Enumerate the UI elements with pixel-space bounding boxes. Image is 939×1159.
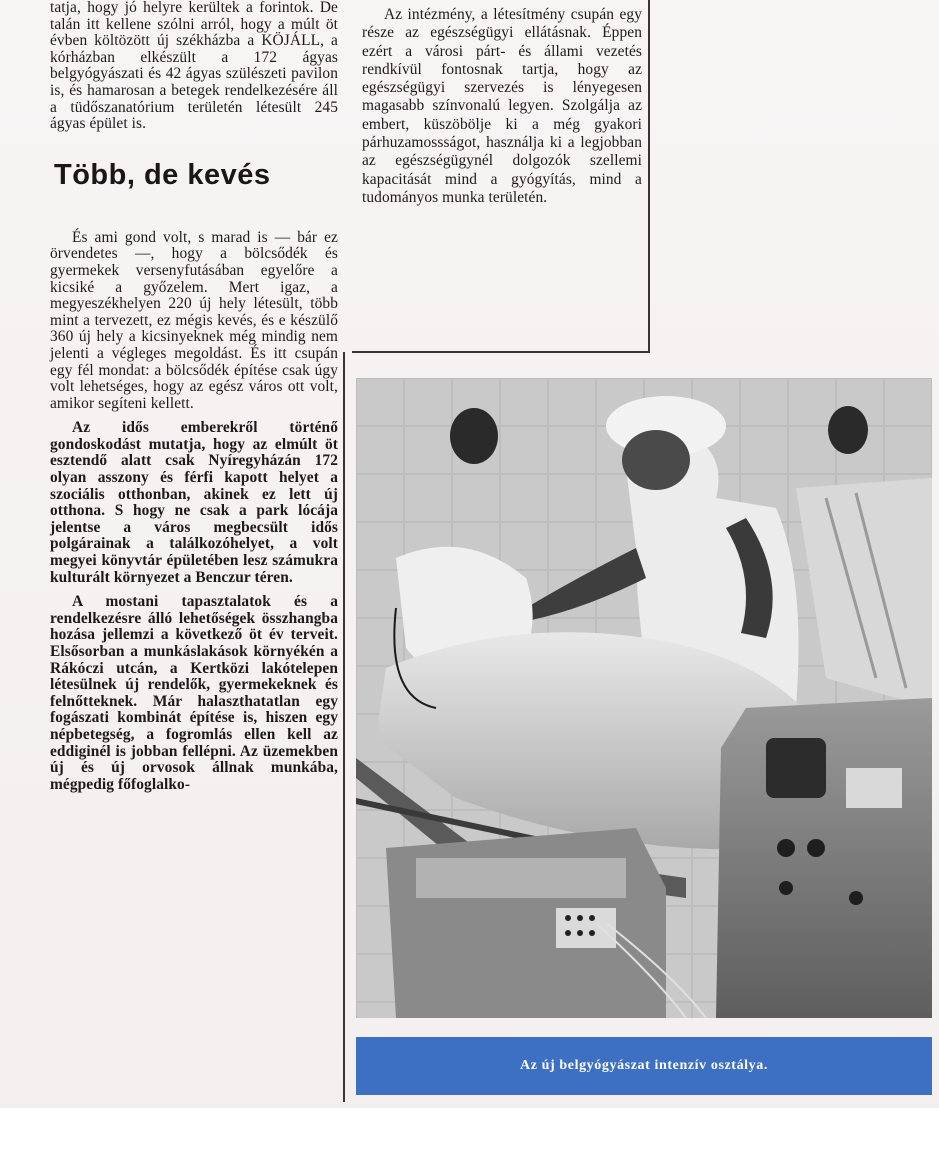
paragraph-health-organization: Az intézmény, a létesítmény csupán egy része az egészségügyi ellátásnak. Éppen ezért a városi párt- és állami vezetés rendkívül fontosnak tartja, hogy az egészségügyi szervezés is lényegesen magasabb színvonalú legyen. Szolgálja az embert, küszöbölje ki a még gyakori párhuzamossságot, használja ki a legjobban az egészségügynél dolgozók szellemi kapacitását mind a gyógyítás, mind a tudományos munka területén. — [362, 6, 642, 206]
photo-caption: Az új belgyógyászat intenzív osztálya. — [520, 1058, 768, 1073]
left-text-column — [50, 0, 338, 793]
column-divider-vertical — [648, 0, 650, 352]
hospital-ward-photo — [356, 378, 932, 1018]
page-margin-bottom — [0, 1108, 939, 1159]
paragraph-nurseries: És ami gond volt, s marad is — bár ez örvendetes —, hogy a bölcsődék és gyermekek versenyfutásában egyelőre a kicsiké a győzelem. Mert igaz, a megyeszékhelyen 220 új hely létesült, több mint a tervezett, ez mégis kevés, és e készülő 360 új hely a kicsinyeknek még mindig nem jelenti a végleges megoldást. És itt csupán egy fél mondat: a bölcsődék építése csak úgy volt lehetséges, hogy az egész város ott volt, amikor segíteni kellett. — [50, 228, 338, 412]
photo-caption-bar — [356, 1037, 932, 1095]
right-text-column — [362, 6, 642, 207]
photo-divider-vertical — [343, 352, 345, 1102]
intro-paragraph: tatja, hogy jó helyre kerültek a forintok. De talán itt kellene szólni arról, hogy a múlt öt évben költözött új székházba a KÖJÁLL, a kórházban elkészült a 172 ágyas belgyógyászati és 42 ágyas szülészeti pavilon is, és hamarosan a betegek rendelkezésére áll a tüdőszanatórium területén létesült 245 ágyas épület is. — [50, 0, 338, 133]
photo-illustration — [356, 378, 932, 1018]
paragraph-elderly-care: Az idős emberekről történő gondoskodást mutatja, hogy az elmúlt öt esztendő alatt csak Nyíregyházán 172 olyan asszony és férfi kapott helyet a szociális otthonban, akinek ez lett új otthona. S hogy ne csak a park lócája jelentse a város megbecsült idős polgárainak a találkozóhelyet, a volt megyei könyvtár épületében lesz számukra kulturált környezet a Benczur téren. — [50, 419, 338, 586]
section-heading: Több, de kevés — [54, 158, 271, 191]
column-divider-horizontal — [352, 351, 650, 353]
paragraph-next-five-years: A mostani tapasztalatok és a rendelkezésre álló lehetőségek összhangba hozása jellemzi a következő öt év terveit. Elsősorban a munkáslakások környékén a Rákóczi utcán, a Kertközi lakótelepen létesülnek új rendelők, gyermekeknek és felnőtteknek. Már halaszthatatlan egy fogászati kombinát építése is, hiszen egy népbetegség, a fogromlás ellen kell az eddiginél is jobban fellépni. Az üzemekben új és új orvosok állnak munkába, mégpedig főfoglalko- — [50, 593, 338, 793]
